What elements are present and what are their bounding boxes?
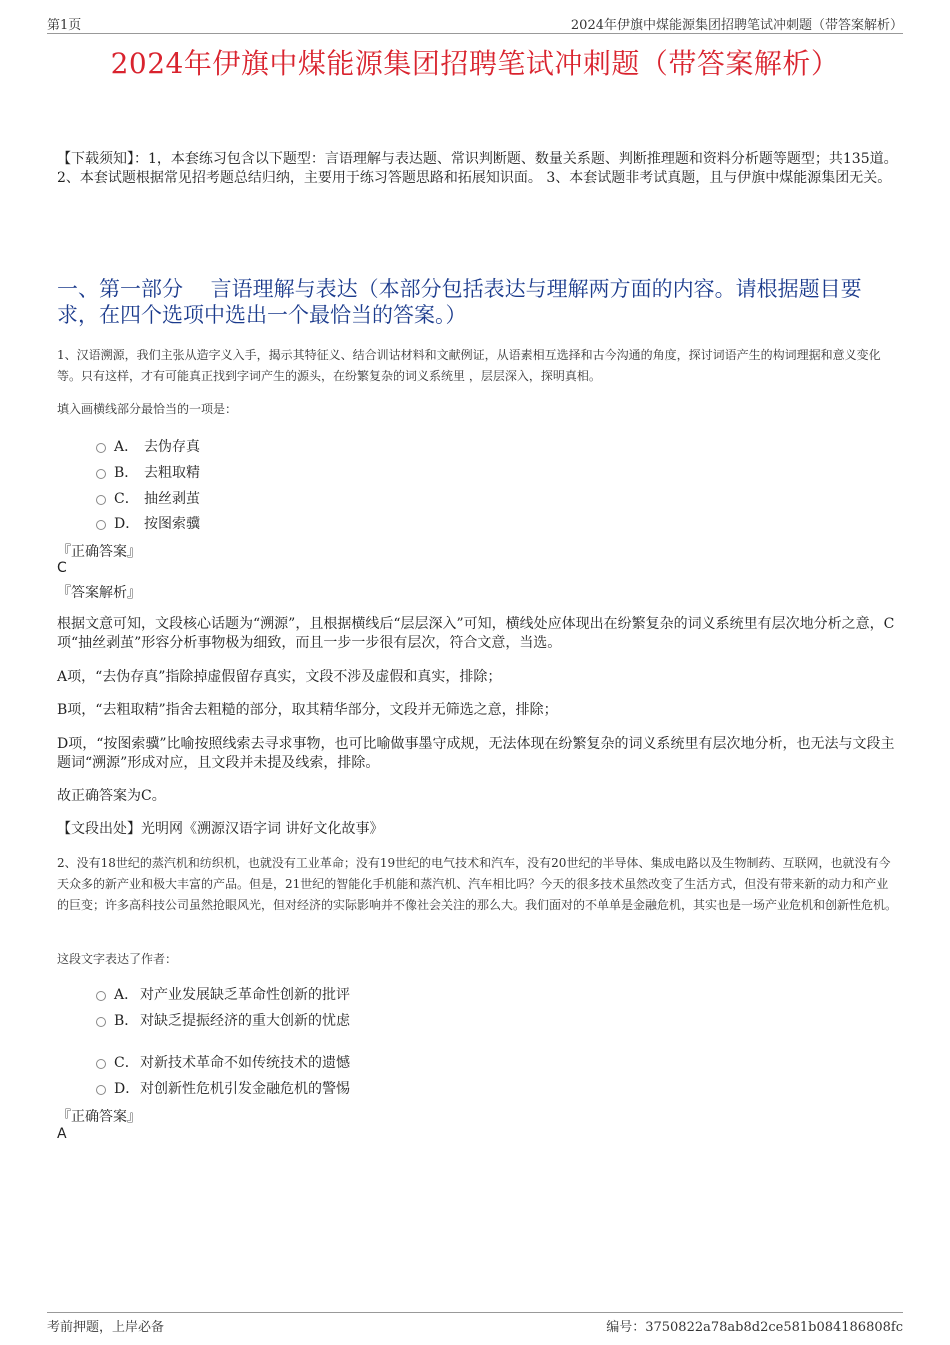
question-1-analysis-paragraph: B项，“去粗取精”指舍去粗糙的部分，取其精华部分，文段并无筛选之意，排除； xyxy=(57,702,558,718)
option-text: 对创新性危机引发金融危机的警惕 xyxy=(140,1081,350,1097)
question-2-answer: A xyxy=(57,1126,67,1142)
radio-icon[interactable] xyxy=(96,991,106,1001)
question-2-option-a[interactable] xyxy=(96,984,350,1004)
option-text: 对产业发展缺乏革命性创新的批评 xyxy=(140,987,350,1003)
option-text: 按图索骥 xyxy=(144,516,200,532)
question-2-option-b[interactable] xyxy=(96,1010,350,1030)
question-1-option-a[interactable] xyxy=(96,436,200,456)
question-1-stem: 1、汉语溯源，我们主张从造字义入手，揭示其特征义、结合训诂材料和文献例证，从语素相互选择和古今沟通的角度，探讨词语产生的构词理据和意义变化等。只有这样，才有可能真正找到字词产生的源头，在纷繁复杂的词义系统里 ，层层深入，探明真相。 xyxy=(57,348,881,383)
question-1-analysis-label: 『答案解析』 xyxy=(57,585,141,601)
option-letter: C． xyxy=(114,491,139,507)
option-letter: D． xyxy=(114,1081,140,1097)
option-letter: A． xyxy=(114,439,139,455)
question-1-prompt: 填入画横线部分最恰当的一项是： xyxy=(57,402,238,416)
radio-icon[interactable] xyxy=(96,1059,106,1069)
question-2-option-d[interactable] xyxy=(96,1078,350,1098)
question-1-answer-label: 『正确答案』 xyxy=(57,544,141,560)
question-1-analysis-paragraph: 根据文意可知，文段核心话题为“溯源”，且根据横线后“层层深入”可知，横线处应体现出在纷繁复杂的词义系统里有层次地分析之意，C项“抽丝剥茧”形容分析事物极为细致，而且一步一步很有层次，符合文意，当选。 xyxy=(57,616,895,651)
section-heading: 一、第一部分 言语理解与表达（本部分包括表达与理解两方面的内容。请根据题目要求，在四个选项中选出一个最恰当的答案。） xyxy=(57,277,862,327)
option-text: 抽丝剥茧 xyxy=(144,491,200,507)
question-1-analysis-paragraph: D项，“按图索骥”比喻按照线索去寻求事物，也可比喻做事墨守成规，无法体现在纷繁复杂的词义系统里有层次地分析，也无法与文段主题词“溯源”形成对应，且文段并未提及线索，排除。 xyxy=(57,736,895,771)
header-divider xyxy=(47,33,903,34)
question-1-source: 【文段出处】光明网《溯源汉语字词 讲好文化故事》 xyxy=(57,821,384,837)
running-title: 2024年伊旗中煤能源集团招聘笔试冲刺题（带答案解析） xyxy=(570,18,903,33)
radio-icon[interactable] xyxy=(96,443,106,453)
option-text: 对新技术革命不如传统技术的遗憾 xyxy=(140,1055,350,1071)
radio-icon[interactable] xyxy=(96,469,106,479)
question-1-option-b[interactable] xyxy=(96,462,200,482)
question-2-prompt: 这段文字表达了作者： xyxy=(57,952,178,966)
document-id: 编号：3750822a78ab8d2ce581b084186808fc xyxy=(606,1320,903,1335)
question-2-stem: 2、没有18世纪的蒸汽机和纺织机，也就没有工业革命；没有19世纪的电气技术和汽车，没有20世纪的半导体、集成电路以及生物制药、互联网，也就没有今天众多的新产业和极大丰富的产品。但是，21世纪的智能化手机能和蒸汽机、汽车相比吗？今天的很多技术虽然改变了生活方式，但没有带来新的动力和产业的巨变；许多高科技公司虽然抢眼风光，但对经济的实际影响并不像社会关注的那么大。我们面对的不单单是金融危机，其实也是一场产业危机和创新性危机。 xyxy=(57,856,898,912)
question-2-option-c[interactable] xyxy=(96,1052,350,1072)
option-text: 去粗取精 xyxy=(144,465,200,481)
question-1-conclusion: 故正确答案为C。 xyxy=(57,788,166,804)
question-2-answer-label: 『正确答案』 xyxy=(57,1109,141,1125)
question-1-answer: C xyxy=(57,560,67,576)
option-letter: C． xyxy=(114,1055,139,1071)
download-notice: 【下载须知】：1，本套练习包含以下题型：言语理解与表达题、常识判断题、数量关系题、判断推理题和资料分析题等题型；共135道。 2、本套试题根据常见招考题总结归纳，主要用于练习答题思路和拓展知识面。 3、本套试题非考试真题，且与伊旗中煤能源集团无关。 xyxy=(57,151,898,186)
radio-icon[interactable] xyxy=(96,520,106,530)
page-number: 第1页 xyxy=(47,18,82,33)
option-letter: B． xyxy=(114,465,139,481)
document-title: 2024年伊旗中煤能源集团招聘笔试冲刺题（带答案解析） xyxy=(110,47,840,80)
footer-slogan: 考前押题，上岸必备 xyxy=(47,1320,165,1335)
question-1-analysis-paragraph: A项，“去伪存真”指除掉虚假留存真实，文段不涉及虚假和真实，排除； xyxy=(57,669,502,685)
question-1-option-d[interactable] xyxy=(96,513,200,533)
option-letter: A． xyxy=(114,987,139,1003)
option-text: 去伪存真 xyxy=(144,439,200,455)
radio-icon[interactable] xyxy=(96,1017,106,1027)
option-text: 对缺乏提振经济的重大创新的忧虑 xyxy=(140,1013,350,1029)
option-letter: B． xyxy=(114,1013,139,1029)
radio-icon[interactable] xyxy=(96,495,106,505)
radio-icon[interactable] xyxy=(96,1085,106,1095)
footer-divider xyxy=(47,1312,903,1313)
option-letter: D． xyxy=(114,516,140,532)
question-1-option-c[interactable] xyxy=(96,488,200,508)
